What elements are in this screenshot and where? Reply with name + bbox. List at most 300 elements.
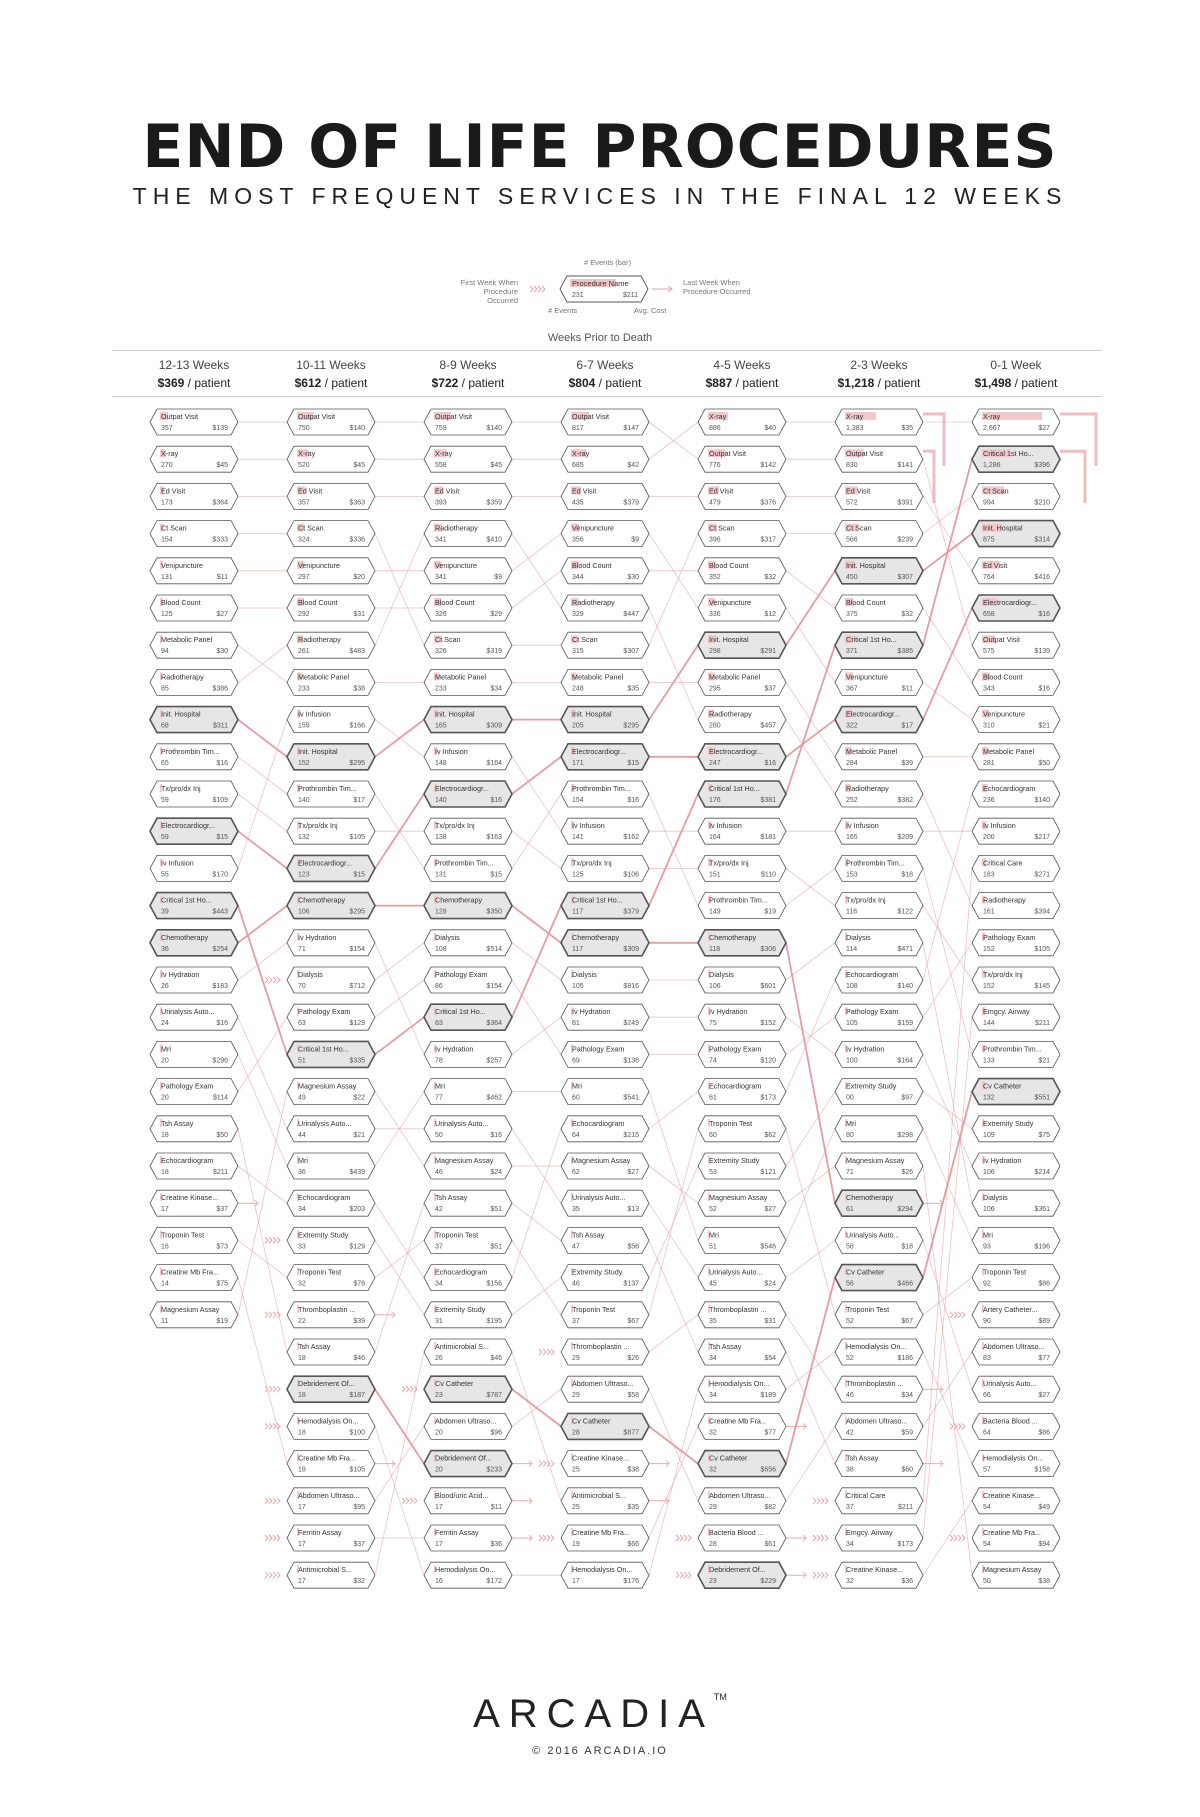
procedure-name: Creatine Kinase... (983, 1490, 1041, 1500)
event-count: 20 (435, 1429, 443, 1437)
avg-cost: $121 (760, 1169, 776, 1176)
avg-cost: $22 (353, 1094, 365, 1102)
event-count: 1,286 (983, 462, 1001, 470)
procedure-node-ct-scan (972, 483, 1060, 509)
avg-cost: $82 (764, 1503, 776, 1511)
event-count: 329 (572, 611, 584, 618)
procedure-node-radiotherapy (287, 632, 375, 658)
connector-line (786, 720, 835, 757)
event-count: 46 (572, 1280, 580, 1288)
procedure-node-radiotherapy (424, 521, 512, 547)
avg-cost: $335 (349, 1057, 365, 1065)
procedure-node-blood-count (561, 558, 649, 584)
avg-cost: $137 (623, 1280, 639, 1288)
procedure-node-radiotherapy (150, 669, 238, 695)
event-count: 322 (846, 722, 858, 730)
avg-cost: $26 (901, 1169, 913, 1176)
event-count: 49 (298, 1094, 306, 1102)
procedure-node-mri (972, 1227, 1060, 1253)
avg-cost: $20 (353, 573, 365, 581)
procedure-name: Echocardiogram (983, 784, 1036, 793)
first-week-chevrons (539, 1349, 554, 1355)
event-count: 78 (435, 1057, 443, 1065)
cost-per-patient: $1,498 (974, 376, 1012, 390)
connector-line (238, 1054, 287, 1166)
event-count: 344 (572, 573, 584, 581)
avg-cost: $295 (349, 908, 365, 916)
procedure-node-hemodialysis-on (561, 1562, 649, 1588)
procedure-node-bacteria-blood (698, 1525, 786, 1551)
connector-line (786, 1092, 835, 1166)
procedure-name: Critical 1st Ho... (435, 1007, 486, 1017)
procedure-name: Echocardiogram (846, 970, 899, 979)
connector-line (923, 496, 972, 533)
event-count: 85 (161, 685, 169, 693)
avg-cost: $294 (897, 1206, 913, 1214)
procedure-node-metabolic-panel (150, 632, 238, 658)
procedure-node-tsh-assay (835, 1451, 923, 1477)
procedure-name: Tx/pro/dx Inj (298, 821, 338, 831)
procedure-node-ct-scan (287, 521, 375, 547)
event-count: 450 (846, 573, 858, 581)
avg-cost: $38 (1038, 1578, 1050, 1586)
procedure-node-ed-visit (972, 558, 1060, 584)
legend-sample-node (530, 276, 672, 302)
procedure-node-cv-catheter (972, 1079, 1060, 1105)
avg-cost: $307 (623, 648, 639, 656)
procedure-name: Magnesium Assay (298, 1081, 357, 1091)
connector-line (512, 1203, 561, 1240)
event-count: 52 (709, 1206, 717, 1214)
event-count: 28 (572, 1429, 580, 1437)
avg-cost: $37 (353, 1541, 365, 1548)
avg-cost: $457 (760, 722, 776, 730)
procedure-node-pathology-exam (424, 967, 512, 993)
connector-line (375, 1203, 424, 1277)
procedure-name: Pathology Exam (846, 1007, 899, 1017)
avg-cost: $173 (897, 1541, 913, 1548)
event-count: 132 (983, 1094, 995, 1102)
procedure-node-creatine-mb-fra (972, 1525, 1060, 1551)
page-subtitle: THE MOST FREQUENT SERVICES IN THE FINAL 12 WEEKS (132, 183, 1068, 209)
procedure-name: Creatine Kinase... (572, 1453, 630, 1463)
trademark-mark: TM (713, 1692, 727, 1702)
procedure-node-pathology-exam (972, 930, 1060, 956)
event-count: 54 (983, 1503, 991, 1511)
event-count: 74 (709, 1057, 717, 1065)
connector-line (238, 1017, 287, 1091)
event-count: 17 (298, 1503, 306, 1511)
avg-cost: $145 (1034, 983, 1050, 990)
event-count: 65 (161, 759, 169, 767)
procedure-node-tsh-assay (150, 1116, 238, 1142)
avg-cost: $210 (1034, 499, 1050, 507)
procedure-node-debridement-of (287, 1376, 375, 1402)
avg-cost: $39 (901, 759, 913, 767)
connector-line (512, 794, 561, 868)
procedure-name: Iv Infusion (846, 821, 879, 831)
event-count: 341 (435, 536, 447, 544)
procedure-node-prothrombin-tim (835, 855, 923, 881)
avg-cost: $306 (760, 945, 776, 953)
connector-line (649, 1166, 698, 1203)
avg-cost: $114 (212, 1094, 228, 1102)
procedure-node-critical-1st-ho (835, 632, 923, 658)
avg-cost: $296 (212, 1057, 228, 1065)
procedure-name: Tsh Assay (298, 1342, 331, 1351)
procedure-name: Radiotherapy (298, 635, 341, 645)
avg-cost: $164 (897, 1057, 913, 1065)
procedure-node-metabolic-panel (424, 669, 512, 695)
connector-line (923, 1017, 972, 1538)
event-count: 29 (709, 1503, 717, 1511)
avg-cost: $195 (486, 1317, 502, 1325)
procedure-name: Chemotherapy (435, 895, 483, 905)
procedure-name: Creatine Mb Fra... (161, 1267, 219, 1277)
connector-line (238, 1240, 287, 1277)
event-count: 61 (709, 1094, 717, 1102)
procedure-name: Abdomen Ultraso... (298, 1490, 360, 1500)
event-count: 60 (572, 1094, 580, 1102)
procedure-node-extremity-study (698, 1153, 786, 1179)
procedure-name: Outpat Visit (846, 449, 884, 459)
event-count: 248 (572, 685, 584, 693)
event-count: 71 (298, 945, 306, 953)
avg-cost: $11 (901, 685, 913, 693)
avg-cost: $471 (897, 945, 913, 953)
connector-line (238, 1166, 287, 1203)
procedure-node-x-ray (287, 446, 375, 472)
procedure-name: Metabolic Panel (298, 672, 350, 682)
connector-line (649, 1129, 698, 1315)
avg-cost: $211 (212, 1169, 228, 1176)
event-count: 108 (435, 945, 447, 953)
event-count: 140 (435, 797, 447, 804)
event-count: 298 (709, 648, 721, 656)
procedure-name: Ct Scan (709, 523, 735, 533)
event-count: 566 (846, 536, 858, 544)
procedure-node-metabolic-panel (972, 744, 1060, 770)
first-week-chevrons (813, 1498, 828, 1504)
event-count: 261 (298, 648, 310, 656)
connector-line (786, 571, 835, 645)
avg-cost: $21 (1038, 1057, 1050, 1065)
avg-cost: $154 (486, 983, 502, 990)
procedure-node-ed-visit (561, 483, 649, 509)
avg-cost: $156 (486, 1280, 502, 1288)
avg-cost: $295 (623, 722, 639, 730)
procedure-name: Electrocardiogr... (435, 784, 489, 793)
event-count: 233 (298, 685, 310, 693)
event-count: 80 (846, 1131, 854, 1139)
avg-cost: $34 (490, 685, 502, 693)
cost-per-patient: $1,218 (837, 376, 875, 390)
connector-line (512, 1017, 561, 1054)
procedure-name: Dialysis (846, 932, 871, 942)
procedure-name: Electrocardiogr... (572, 746, 626, 756)
procedure-node-chemotherapy (150, 930, 238, 956)
procedure-name: Radiotherapy (983, 895, 1026, 905)
connector-line (923, 1166, 972, 1575)
first-week-chevrons (950, 1423, 965, 1429)
avg-cost: $15 (627, 759, 639, 767)
event-count: 25 (572, 1503, 580, 1511)
procedure-node-magnesium-assay (287, 1079, 375, 1105)
event-count: 125 (161, 611, 173, 618)
procedure-node-critical-1st-ho (561, 893, 649, 919)
procedure-name: Ct Scan (298, 523, 324, 533)
connector-line (649, 1092, 698, 1129)
procedure-name: Mri (572, 1081, 582, 1091)
event-count: 20 (161, 1057, 169, 1065)
connector-line (786, 1240, 835, 1277)
event-count: 44 (298, 1131, 306, 1139)
avg-cost: $257 (486, 1057, 502, 1065)
event-count: 375 (846, 611, 858, 618)
avg-cost: $141 (897, 462, 913, 470)
avg-cost: $24 (764, 1280, 776, 1288)
event-count: 205 (572, 722, 584, 730)
avg-cost: $163 (486, 834, 502, 842)
event-count: 356 (572, 536, 584, 544)
avg-cost: $49 (1038, 1503, 1050, 1511)
event-count: 292 (298, 611, 310, 618)
event-count: 34 (709, 1355, 717, 1362)
procedure-node-abdomen-ultraso (424, 1413, 512, 1439)
event-count: 35 (572, 1206, 580, 1214)
avg-cost: $186 (897, 1355, 913, 1362)
avg-cost: $39 (353, 1317, 365, 1325)
event-count: 140 (298, 797, 310, 804)
procedure-name: Outpat Visit (572, 412, 610, 421)
event-count: 315 (572, 648, 584, 656)
avg-cost: $379 (623, 908, 639, 916)
procedure-name: Extremity Study (983, 1118, 1034, 1128)
avg-cost: $439 (349, 1169, 365, 1176)
procedure-node-abdomen-ultraso (698, 1488, 786, 1514)
procedure-node-electrocardiogr (424, 781, 512, 807)
first-week-chevrons (539, 1535, 554, 1541)
procedure-name: Electrocardiogr... (983, 598, 1037, 607)
event-count: 817 (572, 425, 584, 432)
procedure-name: Dialysis (435, 932, 460, 942)
event-count: 31 (435, 1317, 443, 1325)
avg-cost: $129 (349, 1243, 365, 1251)
procedure-node-thromboplastin (835, 1376, 923, 1402)
procedure-node-creatine-kinase (835, 1562, 923, 1588)
first-week-chevrons (265, 1237, 280, 1243)
avg-cost: $12 (764, 611, 776, 618)
procedure-name: Electrocardiogr... (846, 709, 900, 719)
procedure-node-creatine-mb-fra (561, 1525, 649, 1551)
event-count: 830 (846, 462, 858, 470)
event-count: 165 (435, 722, 447, 730)
event-count: 90 (983, 1317, 991, 1325)
procedure-name: Critical 1st Ho... (298, 1044, 349, 1054)
procedure-name: Hemodialysis On... (572, 1565, 633, 1575)
procedure-node-debridement-of (698, 1562, 786, 1588)
connector-line (649, 1426, 698, 1463)
first-week-chevrons (265, 1572, 280, 1578)
procedure-name: Init. Hospital (983, 523, 1023, 533)
event-count: 51 (709, 1243, 717, 1251)
avg-cost: $317 (760, 536, 776, 544)
connector-line (238, 794, 287, 831)
event-count: 367 (846, 685, 858, 693)
connector-line (238, 831, 287, 868)
avg-cost: $154 (349, 945, 365, 953)
procedure-node-mri (835, 1116, 923, 1142)
procedure-node-init-hospital (287, 744, 375, 770)
procedure-name: Prothrombin Tim... (572, 784, 631, 793)
column-weeks: 6-7 Weeks (576, 358, 634, 372)
procedure-name: Metabolic Panel (161, 635, 213, 645)
connector-line (512, 1240, 561, 1314)
procedure-node-blood-count (150, 595, 238, 621)
event-count: 776 (709, 462, 721, 470)
event-count: 17 (298, 1541, 306, 1548)
procedure-name: X-ray (709, 412, 727, 421)
procedure-name: Tx/pro/dx Inj (846, 895, 886, 905)
event-count: 63 (298, 1020, 306, 1028)
event-count: 138 (435, 834, 447, 842)
procedure-name: Pathology Exam (298, 1007, 351, 1017)
connector-line (923, 1278, 972, 1315)
procedure-node-creatine-mb-fra (287, 1451, 375, 1477)
procedure-name: Blood Count (572, 560, 612, 570)
procedure-node-emgcy-airway (972, 1004, 1060, 1030)
procedure-name: Critical 1st Ho... (161, 895, 212, 905)
avg-cost: $209 (897, 834, 913, 842)
avg-cost: $16 (216, 759, 228, 767)
avg-cost: $364 (486, 1020, 502, 1028)
procedure-name: Outpat Visit (298, 412, 336, 421)
avg-cost: $129 (349, 1020, 365, 1028)
procedure-name: X-ray (161, 449, 179, 459)
avg-cost: $45 (490, 462, 502, 470)
procedure-name: Blood/uric Acid... (435, 1490, 489, 1500)
event-count: 165 (846, 834, 858, 842)
procedure-node-thromboplastin (698, 1302, 786, 1328)
event-count: 46 (846, 1392, 854, 1400)
procedure-node-antimicrobial-s (424, 1339, 512, 1365)
procedure-name: Thromboplastin ... (298, 1304, 356, 1314)
procedure-node-radiotherapy (698, 707, 786, 733)
event-count: 764 (983, 573, 995, 581)
avg-cost: $314 (1034, 536, 1050, 544)
procedure-name: Radiotherapy (709, 709, 752, 719)
procedure-name: Cv Catheter (709, 1453, 748, 1463)
procedure-node-abdomen-ultraso (835, 1413, 923, 1439)
connector-line (923, 868, 972, 1500)
event-count: 37 (572, 1317, 580, 1325)
avg-cost: $27 (1038, 1392, 1050, 1400)
procedure-name: Ct Scan (983, 486, 1009, 496)
procedure-node-critical-1st-ho (972, 446, 1060, 472)
connector-line (512, 906, 561, 1018)
event-count: 24 (161, 1020, 169, 1028)
procedure-node-mri (424, 1079, 512, 1105)
avg-cost: $94 (1038, 1541, 1050, 1548)
event-count: 341 (435, 573, 447, 581)
event-count: 18 (298, 1429, 306, 1437)
avg-cost: $46 (353, 1355, 365, 1362)
procedure-node-venipuncture (150, 558, 238, 584)
event-count: 2,667 (983, 425, 1001, 432)
procedure-name: Critical 1st Ho... (846, 635, 897, 645)
avg-cost: $601 (760, 983, 776, 990)
avg-cost: $410 (486, 536, 502, 544)
event-count: 105 (846, 1020, 858, 1028)
procedure-name: Ed Visit (983, 560, 1008, 570)
procedure-name: Antimicrobial S... (435, 1342, 489, 1351)
connector-line (923, 608, 972, 720)
first-week-chevrons (676, 1572, 691, 1578)
procedure-name: Metabolic Panel (846, 746, 898, 756)
event-count: 658 (983, 611, 995, 618)
procedure-name: Iv Infusion (435, 746, 468, 756)
avg-cost: $17 (901, 722, 913, 730)
connector-line (786, 1129, 835, 1315)
procedure-name: Tx/pro/dx Inj (983, 970, 1023, 979)
procedure-node-electrocardiogr (561, 744, 649, 770)
event-count: 42 (435, 1206, 443, 1214)
procedure-node-critical-1st-ho (287, 1041, 375, 1067)
procedure-node-troponin-test (287, 1265, 375, 1291)
connector-line (375, 943, 424, 980)
procedure-node-outpat-visit (561, 409, 649, 435)
procedure-name: Magnesium Assay (983, 1565, 1042, 1575)
procedure-name: Thromboplastin ... (709, 1304, 767, 1314)
avg-cost: $172 (486, 1578, 502, 1586)
procedure-name: Troponin Test (709, 1118, 753, 1128)
procedure-node-abdomen-ultraso (972, 1339, 1060, 1365)
procedure-name: Electrocardiogr... (298, 858, 352, 868)
connector-line (512, 1129, 561, 1278)
procedure-node-radiotherapy (972, 893, 1060, 919)
procedure-name: Outpat Visit (161, 412, 199, 421)
procedure-name: Iv Infusion (298, 709, 331, 719)
event-count: 18 (161, 1169, 169, 1176)
procedure-node-venipuncture (972, 707, 1060, 733)
procedure-node-cv-catheter (698, 1451, 786, 1477)
arcadia-logo (0, 1692, 1200, 1737)
procedure-name: Magnesium Assay (572, 1156, 631, 1165)
event-count: 479 (709, 499, 721, 507)
avg-cost: $215 (623, 1131, 639, 1139)
procedure-name: Ed Visit (435, 486, 460, 496)
avg-cost: $298 (897, 1131, 913, 1139)
avg-cost: $9 (631, 536, 639, 544)
procedure-name: Outpat Visit (435, 412, 473, 421)
procedure-name: Radiotherapy (846, 784, 889, 793)
event-count: 39 (161, 908, 169, 916)
procedure-node-ed-visit (835, 483, 923, 509)
connector-line (238, 943, 287, 980)
procedure-node-pathology-exam (835, 1004, 923, 1030)
procedure-name: Blood Count (709, 560, 749, 570)
procedure-name: Urinalysis Auto... (435, 1118, 489, 1128)
procedure-node-ct-scan (698, 521, 786, 547)
avg-cost: $36 (490, 1541, 502, 1548)
procedure-node-emgcy-airway (835, 1525, 923, 1551)
procedure-node-abdomen-ultraso (561, 1376, 649, 1402)
procedure-node-metabolic-panel (835, 744, 923, 770)
event-count: 393 (435, 499, 447, 507)
procedure-name: Radiotherapy (572, 598, 615, 607)
avg-cost: $30 (216, 648, 228, 656)
avg-cost: $109 (212, 797, 228, 804)
